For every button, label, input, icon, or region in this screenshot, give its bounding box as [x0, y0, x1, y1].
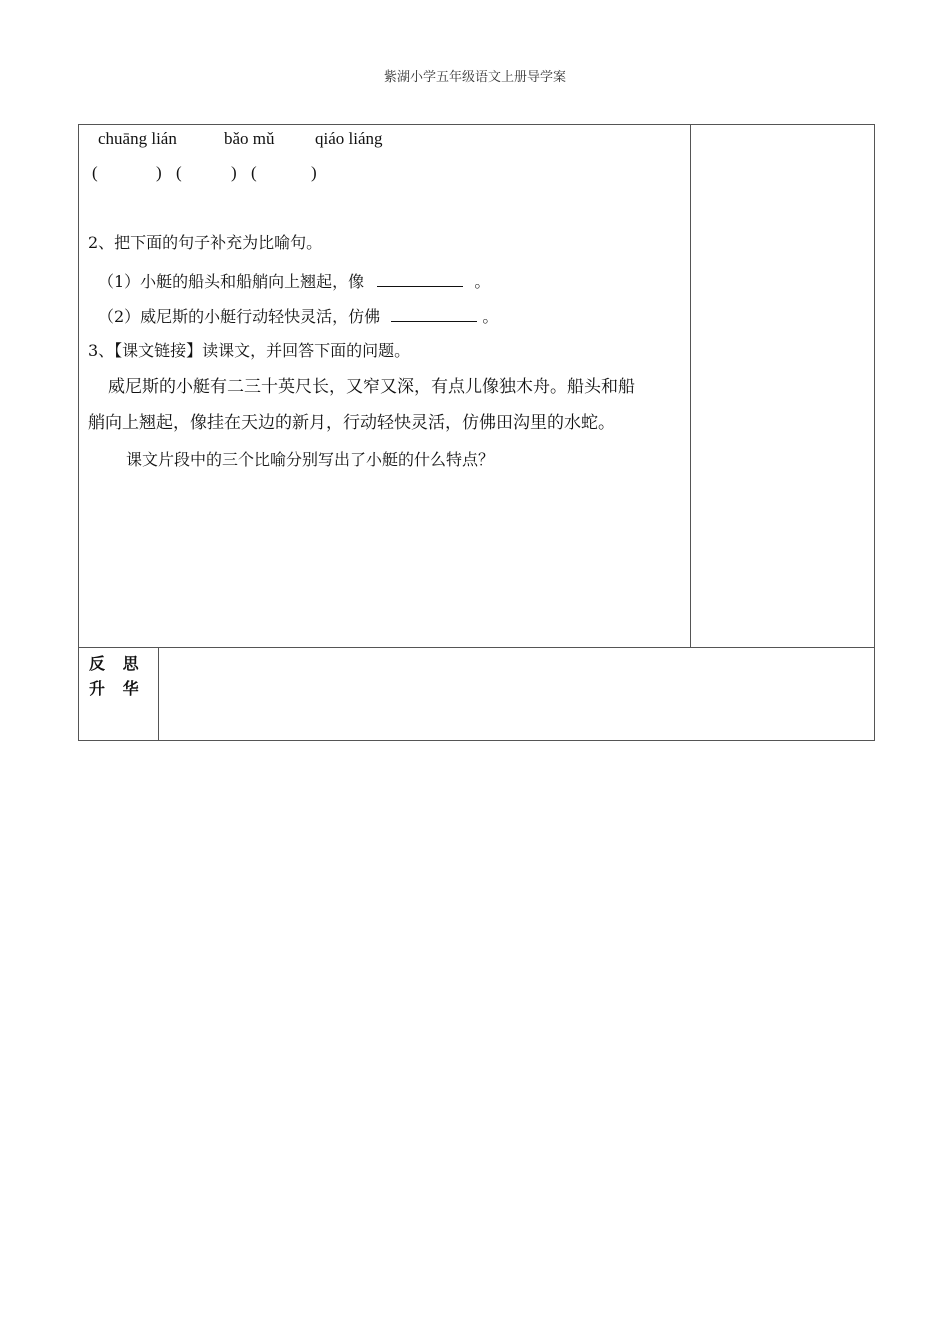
- question-2-item-1: [98, 270, 490, 292]
- reflection-label-line-2: 升 华: [89, 679, 145, 698]
- answer-paren-close-3: ): [311, 163, 317, 182]
- page-header: 紫湖小学五年级语文上册导学案: [383, 70, 566, 85]
- reflection-answer-area[interactable]: [159, 648, 875, 741]
- answer-paren-close-2: ): [231, 163, 237, 182]
- passage-line-2: 艄向上翘起，像挂在天边的新月，行动轻快灵活，仿佛田沟里的水蛇。: [88, 413, 615, 433]
- answer-paren-open-3: (: [251, 163, 257, 182]
- question-2-item-2: [98, 305, 498, 327]
- question-2-item-1-end: 。: [474, 272, 491, 291]
- answer-blank-1[interactable]: [377, 270, 463, 287]
- answer-paren-open-1: (: [92, 163, 98, 182]
- question-2-item-2-text: （2）威尼斯的小艇行动轻快灵活，仿佛: [98, 307, 381, 326]
- worksheet-table: [78, 124, 875, 741]
- question-2-item-1-text: （1）小艇的船头和船艄向上翘起，像: [98, 272, 365, 291]
- answer-blank-2[interactable]: [391, 305, 477, 322]
- reflection-label-line-1: 反 思: [89, 654, 145, 673]
- question-3-prompt: 课文片段中的三个比喻分别写出了小艇的什么特点？: [126, 450, 495, 469]
- answer-paren-close-1: ): [156, 163, 162, 182]
- question-3-title: 3、【课文链接】读课文，并回答下面的问题。: [88, 341, 411, 360]
- pinyin-item-2: bǎo mǔ: [224, 129, 275, 148]
- answer-paren-open-2: (: [176, 163, 182, 182]
- pinyin-item-3: qiáo liáng: [315, 129, 383, 148]
- notes-column[interactable]: [691, 125, 875, 647]
- pinyin-item-1: chuāng lián: [98, 129, 177, 148]
- passage-line-1: 威尼斯的小艇有二三十英尺长，又窄又深，有点儿像独木舟。船头和船: [108, 377, 635, 397]
- question-2-item-2-end: 。: [482, 307, 499, 326]
- question-2-title: 2、把下面的句子补充为比喻句。: [88, 233, 323, 252]
